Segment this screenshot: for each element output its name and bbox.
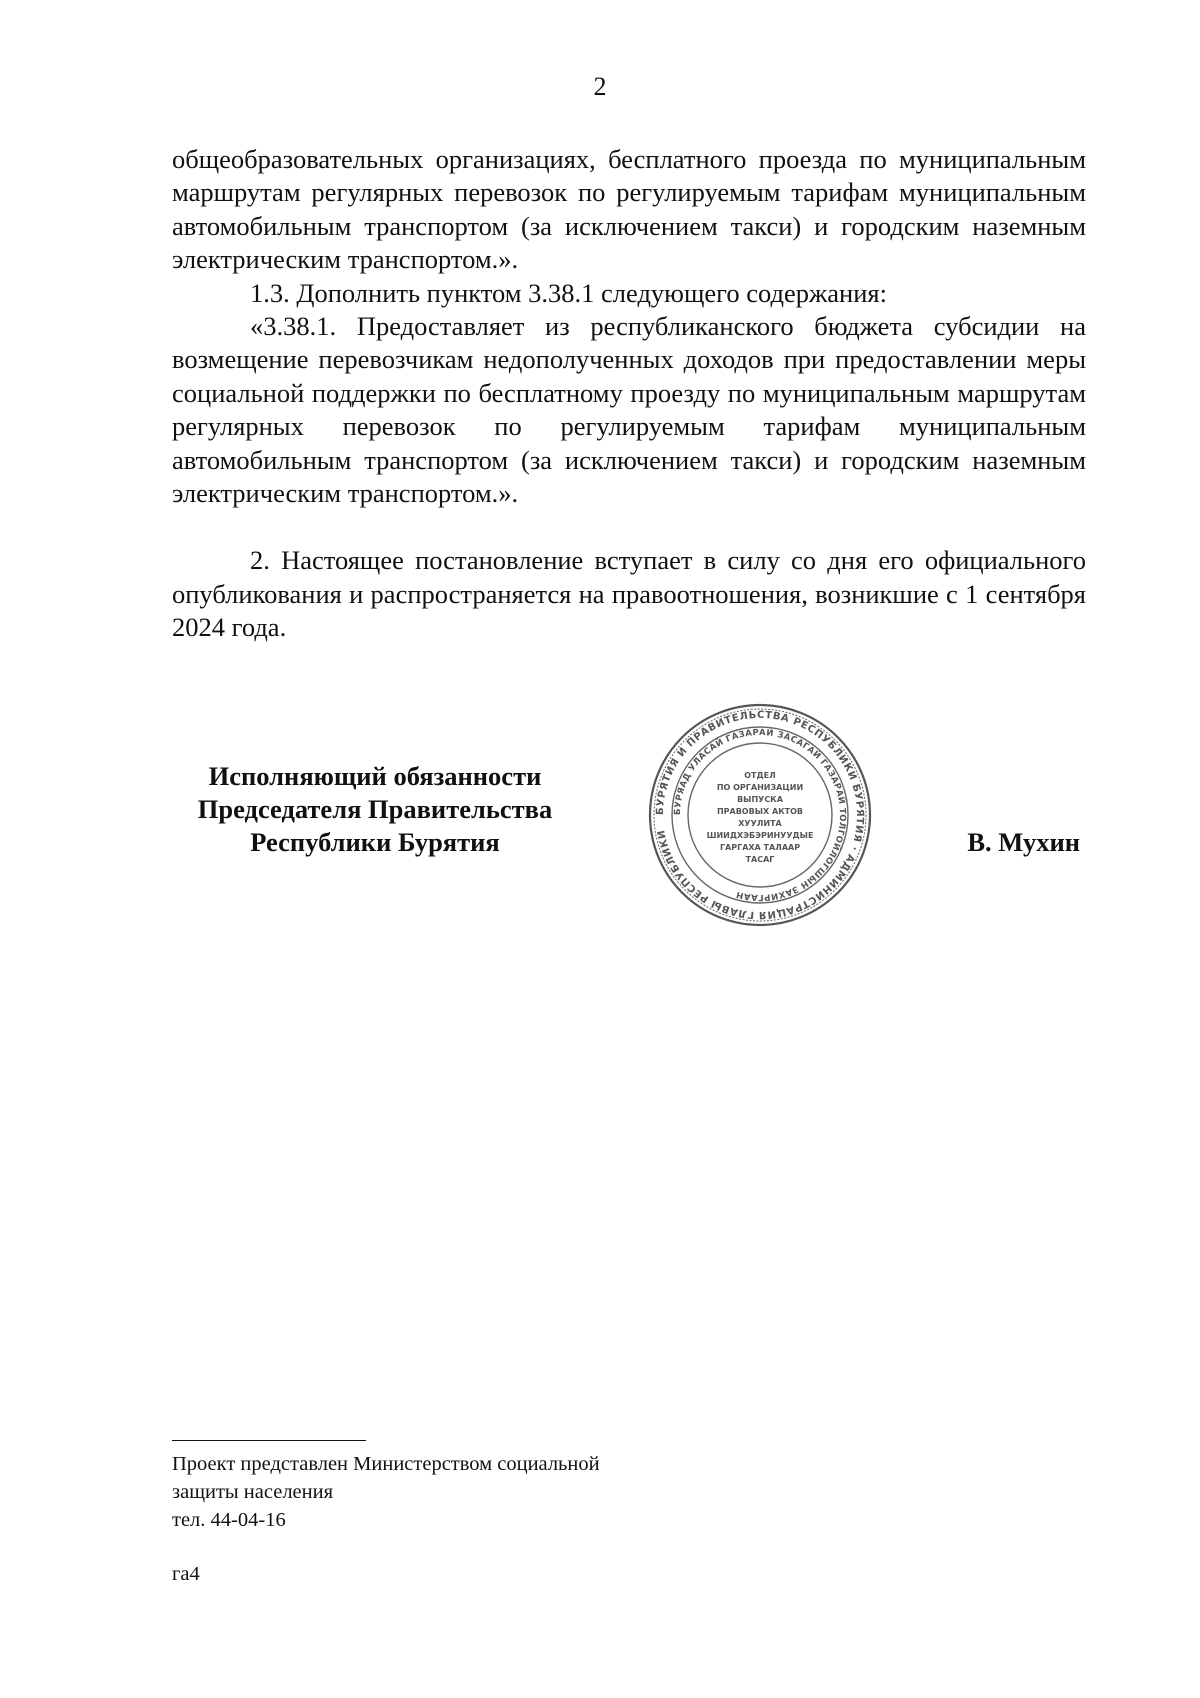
seal-center-line: ТАСАГ (745, 855, 775, 864)
signatory-title-line: Председателя Правительства (197, 794, 553, 824)
footnote-line: Проект представлен Министерством социальной (172, 1453, 600, 1475)
seal-inner-text: БУРЯАД УЛАСАЙ ГАЗАРАЙ ЗАСАГАЙ ГАЗАРАЙ ТОЛГОЙЛОГШЫН ЗАХИРГААН (672, 727, 848, 903)
seal-center-line: ПО ОРГАНИЗАЦИИ (716, 783, 804, 792)
paragraph-gap (172, 510, 1086, 544)
official-seal (645, 700, 875, 930)
seal-center-line: ШИИДХЭБЭРИНУУДЫЕ (706, 831, 814, 840)
footnote-divider (172, 1440, 366, 1441)
page-number: 2 (593, 72, 607, 101)
paragraph-continuation: общеобразовательных организациях, бесплатного проезда по муниципальным маршрутам регулярных перевозок по регулируемым тарифам муниципальным автомобильным транспортом (за исключением такси) и городским наземным электрическим транспортом.». (172, 144, 1086, 275)
seal-center-line: ПРАВОВЫХ АКТОВ (716, 807, 804, 816)
seal-center-line: ОТДЕЛ (744, 771, 776, 780)
seal-outer-text: БУРЯТИЯ И ПРАВИТЕЛЬСТВА РЕСПУБЛИКИ БУРЯТИЯ · АДМИНИСТРАЦИЯ ГЛАВЫ РЕСПУБЛИКИ (654, 709, 866, 921)
document-code: га4 (172, 1563, 200, 1585)
signatory-title (160, 760, 590, 859)
signatory-name: В. Мухин (967, 827, 1080, 857)
footnote-line: тел. 44-04-16 (172, 1509, 286, 1531)
seal-center-line: ХУУЛИТА (738, 819, 782, 828)
footnote-line: защиты населения (172, 1481, 334, 1503)
seal-center-line: ГАРГАХА ТАЛААР (719, 843, 801, 852)
seal-center-line: ВЫПУСКА (737, 795, 783, 804)
footnote (172, 1450, 872, 1534)
signatory-title-line: Исполняющий обязанности (208, 761, 542, 791)
paragraph-item-1-3: 1.3. Дополнить пунктом 3.38.1 следующего содержания: (250, 277, 887, 308)
paragraph-item-3-38-1: «3.38.1. Предоставляет из республиканского бюджета субсидии на возмещение перевозчикам недополученных доходов при предоставлении меры социальной поддержки по бесплатному проезду по муниципальным маршрутам регулярных перевозок по регулируемым тарифам муниципальным автомобильным транспортом (за исключением такси) и городским наземным электрическим транспортом.». (172, 311, 1086, 509)
document-body (172, 143, 1086, 645)
paragraph-item-2: 2. Настоящее постановление вступает в силу со дня его официального опубликования и распространяется на правоотношения, возникшие с 1 сентября 2024 года. (172, 545, 1086, 643)
signatory-title-line: Республики Бурятия (250, 827, 500, 857)
